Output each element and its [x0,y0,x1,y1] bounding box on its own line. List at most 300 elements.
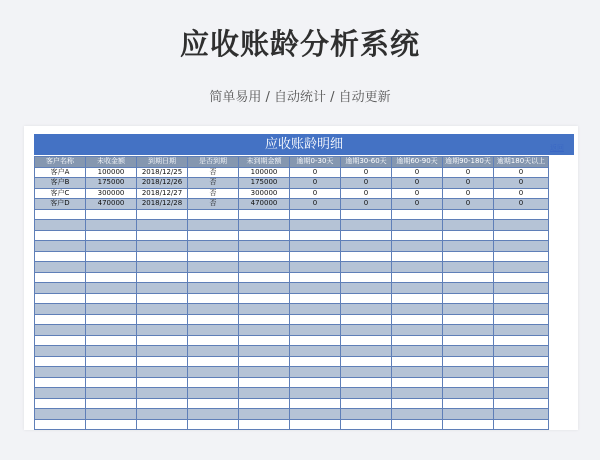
empty-cell[interactable] [341,430,392,431]
empty-cell[interactable] [341,409,392,420]
empty-cell[interactable] [341,220,392,231]
empty-cell[interactable] [341,230,392,241]
empty-cell[interactable] [188,419,239,430]
empty-table-row [35,314,549,325]
table-cell[interactable]: 客户C [35,188,86,199]
empty-cell[interactable] [188,430,239,431]
empty-cell[interactable] [341,241,392,252]
empty-cell[interactable] [35,367,86,378]
empty-cell[interactable] [239,314,290,325]
empty-cell[interactable] [443,314,494,325]
empty-cell[interactable] [86,251,137,262]
empty-cell[interactable] [239,335,290,346]
empty-cell[interactable] [137,209,188,220]
empty-cell[interactable] [239,398,290,409]
empty-cell[interactable] [239,325,290,336]
column-header[interactable]: 逾期180天以上 [494,157,549,168]
empty-cell[interactable] [86,262,137,273]
table-cell[interactable]: 0 [290,188,341,199]
empty-cell[interactable] [137,430,188,431]
empty-cell[interactable] [86,314,137,325]
empty-cell[interactable] [86,230,137,241]
empty-cell[interactable] [239,346,290,357]
empty-cell[interactable] [341,293,392,304]
empty-cell[interactable] [392,293,443,304]
empty-cell[interactable] [290,377,341,388]
empty-table-row [35,377,549,388]
empty-cell[interactable] [290,419,341,430]
empty-cell[interactable] [239,430,290,431]
empty-cell[interactable] [137,377,188,388]
empty-cell[interactable] [443,409,494,420]
empty-cell[interactable] [35,241,86,252]
empty-cell[interactable] [86,283,137,294]
empty-cell[interactable] [35,356,86,367]
empty-cell[interactable] [341,388,392,399]
empty-cell[interactable] [392,377,443,388]
empty-cell[interactable] [392,335,443,346]
empty-cell[interactable] [86,325,137,336]
empty-cell[interactable] [35,251,86,262]
table-cell[interactable]: 0 [341,188,392,199]
empty-cell[interactable] [35,283,86,294]
empty-cell[interactable] [35,409,86,420]
empty-cell[interactable] [443,272,494,283]
empty-cell[interactable] [443,325,494,336]
empty-cell[interactable] [341,419,392,430]
empty-cell[interactable] [188,367,239,378]
table-row [35,178,549,189]
empty-cell[interactable] [188,272,239,283]
empty-cell[interactable] [443,356,494,367]
empty-cell[interactable] [239,367,290,378]
table-cell[interactable]: 0 [443,167,494,178]
empty-cell[interactable] [341,398,392,409]
empty-cell[interactable] [137,262,188,273]
empty-cell[interactable] [137,293,188,304]
empty-cell[interactable] [35,377,86,388]
empty-cell[interactable] [137,304,188,315]
empty-cell[interactable] [86,335,137,346]
empty-cell[interactable] [290,293,341,304]
empty-cell[interactable] [137,367,188,378]
empty-cell[interactable] [35,335,86,346]
empty-cell[interactable] [494,262,549,273]
aging-table [34,156,549,430]
empty-cell[interactable] [392,419,443,430]
empty-cell[interactable] [494,419,549,430]
empty-cell[interactable] [188,346,239,357]
empty-cell[interactable] [341,283,392,294]
empty-cell[interactable] [341,209,392,220]
empty-cell[interactable] [341,356,392,367]
empty-cell[interactable] [188,325,239,336]
empty-cell[interactable] [239,356,290,367]
table-cell[interactable]: 0 [443,199,494,210]
column-header[interactable]: 到期日期 [137,157,188,168]
empty-cell[interactable] [290,356,341,367]
empty-cell[interactable] [494,314,549,325]
empty-table-row [35,430,549,431]
empty-table-row [35,272,549,283]
empty-cell[interactable] [494,220,549,231]
empty-cell[interactable] [341,377,392,388]
column-header[interactable]: 未收金额 [86,157,137,168]
empty-cell[interactable] [35,314,86,325]
empty-cell[interactable] [35,272,86,283]
empty-cell[interactable] [35,304,86,315]
table-cell[interactable]: 2018/12/28 [137,199,188,210]
empty-cell[interactable] [86,304,137,315]
empty-cell[interactable] [494,272,549,283]
column-header[interactable]: 未到期金额 [239,157,290,168]
empty-cell[interactable] [290,430,341,431]
empty-cell[interactable] [392,272,443,283]
empty-cell[interactable] [35,209,86,220]
empty-cell[interactable] [290,346,341,357]
empty-cell[interactable] [137,398,188,409]
empty-cell[interactable] [290,325,341,336]
empty-cell[interactable] [86,430,137,431]
spreadsheet-panel [24,126,578,430]
empty-cell[interactable] [137,419,188,430]
empty-cell[interactable] [392,220,443,231]
empty-cell[interactable] [239,377,290,388]
empty-cell[interactable] [35,419,86,430]
empty-cell[interactable] [239,283,290,294]
empty-cell[interactable] [341,367,392,378]
empty-cell[interactable] [392,209,443,220]
empty-cell[interactable] [86,356,137,367]
table-body [35,167,549,430]
table-cell[interactable]: 0 [341,178,392,189]
empty-cell[interactable] [443,262,494,273]
table-cell[interactable]: 0 [341,199,392,210]
empty-cell[interactable] [188,251,239,262]
empty-cell[interactable] [290,283,341,294]
table-cell[interactable]: 0 [443,188,494,199]
empty-cell[interactable] [188,377,239,388]
empty-cell[interactable] [86,272,137,283]
column-header[interactable]: 是否到期 [188,157,239,168]
table-cell[interactable]: 否 [188,199,239,210]
empty-cell[interactable] [443,293,494,304]
empty-cell[interactable] [392,251,443,262]
table-cell[interactable]: 0 [392,167,443,178]
empty-cell[interactable] [86,293,137,304]
empty-cell[interactable] [137,388,188,399]
empty-cell[interactable] [341,304,392,315]
empty-cell[interactable] [290,262,341,273]
empty-cell[interactable] [341,272,392,283]
empty-cell[interactable] [494,388,549,399]
empty-cell[interactable] [392,409,443,420]
empty-cell[interactable] [341,262,392,273]
empty-cell[interactable] [137,230,188,241]
column-header[interactable]: 逾期60-90天 [392,157,443,168]
empty-cell[interactable] [392,325,443,336]
empty-cell[interactable] [443,230,494,241]
table-cell[interactable]: 0 [392,188,443,199]
empty-cell[interactable] [443,220,494,231]
empty-cell[interactable] [35,398,86,409]
empty-cell[interactable] [35,262,86,273]
empty-cell[interactable] [35,430,86,431]
empty-cell[interactable] [86,409,137,420]
empty-cell[interactable] [443,346,494,357]
empty-cell[interactable] [239,304,290,315]
empty-cell[interactable] [392,367,443,378]
empty-table-row [35,388,549,399]
empty-cell[interactable] [137,272,188,283]
empty-cell[interactable] [443,398,494,409]
empty-table-row [35,251,549,262]
back-link[interactable]: 返回 [550,144,564,152]
table-cell[interactable]: 175000 [239,178,290,189]
empty-cell[interactable] [86,419,137,430]
empty-cell[interactable] [341,314,392,325]
empty-cell[interactable] [290,230,341,241]
empty-cell[interactable] [188,220,239,231]
empty-cell[interactable] [494,209,549,220]
table-cell[interactable]: 否 [188,178,239,189]
empty-cell[interactable] [392,430,443,431]
empty-cell[interactable] [239,251,290,262]
empty-cell[interactable] [443,251,494,262]
table-cell[interactable]: 0 [494,167,549,178]
empty-cell[interactable] [443,283,494,294]
empty-cell[interactable] [137,325,188,336]
empty-cell[interactable] [137,220,188,231]
empty-cell[interactable] [392,283,443,294]
empty-table-row [35,283,549,294]
empty-cell[interactable] [494,398,549,409]
empty-cell[interactable] [392,388,443,399]
empty-cell[interactable] [443,377,494,388]
empty-cell[interactable] [392,230,443,241]
empty-cell[interactable] [443,367,494,378]
empty-cell[interactable] [188,262,239,273]
empty-cell[interactable] [137,314,188,325]
table-row [35,199,549,210]
empty-cell[interactable] [392,314,443,325]
column-header[interactable]: 逾期0-30天 [290,157,341,168]
empty-cell[interactable] [35,346,86,357]
empty-table-row [35,262,549,273]
table-cell[interactable]: 2018/12/25 [137,167,188,178]
empty-cell[interactable] [494,409,549,420]
empty-cell[interactable] [494,335,549,346]
empty-cell[interactable] [443,209,494,220]
empty-cell[interactable] [392,356,443,367]
empty-cell[interactable] [341,335,392,346]
empty-cell[interactable] [494,367,549,378]
table-cell[interactable]: 客户B [35,178,86,189]
empty-cell[interactable] [35,220,86,231]
empty-cell[interactable] [188,409,239,420]
empty-cell[interactable] [86,209,137,220]
empty-table-row [35,241,549,252]
table-cell[interactable]: 0 [290,167,341,178]
empty-cell[interactable] [188,314,239,325]
empty-table-row [35,409,549,420]
empty-cell[interactable] [290,220,341,231]
empty-cell[interactable] [494,241,549,252]
empty-cell[interactable] [188,388,239,399]
empty-cell[interactable] [392,241,443,252]
empty-cell[interactable] [290,314,341,325]
empty-cell[interactable] [494,346,549,357]
table-cell[interactable]: 0 [494,199,549,210]
table-cell[interactable]: 100000 [239,167,290,178]
empty-cell[interactable] [290,409,341,420]
table-row [35,188,549,199]
empty-cell[interactable] [494,356,549,367]
empty-cell[interactable] [494,293,549,304]
empty-cell[interactable] [290,251,341,262]
empty-cell[interactable] [239,262,290,273]
table-cell[interactable]: 0 [443,178,494,189]
empty-cell[interactable] [137,409,188,420]
empty-table-row [35,346,549,357]
empty-cell[interactable] [188,293,239,304]
empty-cell[interactable] [137,283,188,294]
empty-cell[interactable] [239,209,290,220]
empty-cell[interactable] [188,283,239,294]
empty-cell[interactable] [137,346,188,357]
empty-cell[interactable] [239,272,290,283]
table-cell[interactable]: 100000 [86,167,137,178]
empty-cell[interactable] [290,398,341,409]
empty-cell[interactable] [494,377,549,388]
table-cell[interactable]: 300000 [86,188,137,199]
empty-cell[interactable] [239,388,290,399]
table-cell[interactable]: 175000 [86,178,137,189]
table-cell[interactable]: 470000 [86,199,137,210]
empty-table-row [35,293,549,304]
empty-cell[interactable] [443,419,494,430]
empty-cell[interactable] [392,262,443,273]
empty-cell[interactable] [35,293,86,304]
empty-cell[interactable] [35,230,86,241]
empty-cell[interactable] [290,304,341,315]
empty-table-row [35,220,549,231]
empty-table-row [35,304,549,315]
table-cell[interactable]: 否 [188,167,239,178]
page-title: 应收账龄分析系统 [179,27,420,61]
empty-table-row [35,367,549,378]
column-header[interactable]: 客户名称 [35,157,86,168]
table-cell[interactable]: 0 [494,188,549,199]
empty-cell[interactable] [137,251,188,262]
empty-cell[interactable] [443,304,494,315]
empty-cell[interactable] [392,398,443,409]
empty-cell[interactable] [86,367,137,378]
empty-cell[interactable] [494,283,549,294]
table-cell[interactable]: 0 [392,199,443,210]
table-cell[interactable]: 0 [494,178,549,189]
empty-cell[interactable] [443,388,494,399]
empty-cell[interactable] [290,272,341,283]
table-cell[interactable]: 300000 [239,188,290,199]
empty-table-row [35,325,549,336]
empty-table-row [35,419,549,430]
table-row [35,167,549,178]
empty-cell[interactable] [188,398,239,409]
empty-cell[interactable] [35,388,86,399]
empty-cell[interactable] [188,304,239,315]
empty-cell[interactable] [35,325,86,336]
empty-cell[interactable] [239,241,290,252]
empty-table-row [35,356,549,367]
empty-cell[interactable] [86,377,137,388]
empty-cell[interactable] [239,220,290,231]
empty-cell[interactable] [137,356,188,367]
table-cell[interactable]: 2018/12/26 [137,178,188,189]
empty-cell[interactable] [392,346,443,357]
table-cell[interactable]: 客户D [35,199,86,210]
empty-table-row [35,398,549,409]
empty-cell[interactable] [188,241,239,252]
empty-cell[interactable] [290,367,341,378]
empty-cell[interactable] [239,419,290,430]
empty-cell[interactable] [239,293,290,304]
empty-cell[interactable] [290,209,341,220]
empty-cell[interactable] [443,335,494,346]
empty-cell[interactable] [290,388,341,399]
empty-cell[interactable] [494,430,549,431]
empty-cell[interactable] [188,209,239,220]
column-header[interactable]: 逾期90-180天 [443,157,494,168]
empty-cell[interactable] [86,398,137,409]
empty-cell[interactable] [239,230,290,241]
table-cell[interactable]: 0 [341,167,392,178]
empty-cell[interactable] [137,241,188,252]
column-header[interactable]: 逾期30-60天 [341,157,392,168]
empty-cell[interactable] [341,251,392,262]
table-cell[interactable]: 470000 [239,199,290,210]
empty-cell[interactable] [188,356,239,367]
empty-cell[interactable] [137,335,188,346]
sheet-banner-title: 应收账龄明细 [34,134,574,155]
empty-cell[interactable] [86,346,137,357]
table-cell[interactable]: 2018/12/27 [137,188,188,199]
empty-cell[interactable] [494,304,549,315]
empty-cell[interactable] [443,241,494,252]
table-cell[interactable]: 0 [290,178,341,189]
empty-cell[interactable] [290,241,341,252]
empty-cell[interactable] [494,325,549,336]
page-subtitle: 简单易用 / 自动统计 / 自动更新 [209,90,391,105]
empty-cell[interactable] [341,325,392,336]
empty-cell[interactable] [494,230,549,241]
empty-cell[interactable] [86,388,137,399]
empty-cell[interactable] [443,430,494,431]
empty-cell[interactable] [86,220,137,231]
table-cell[interactable]: 0 [290,199,341,210]
empty-cell[interactable] [188,230,239,241]
empty-cell[interactable] [392,304,443,315]
table-cell[interactable]: 0 [392,178,443,189]
empty-cell[interactable] [86,241,137,252]
empty-cell[interactable] [290,335,341,346]
empty-cell[interactable] [494,251,549,262]
table-cell[interactable]: 客户A [35,167,86,178]
empty-cell[interactable] [239,409,290,420]
table-cell[interactable]: 否 [188,188,239,199]
empty-cell[interactable] [188,335,239,346]
empty-cell[interactable] [341,346,392,357]
